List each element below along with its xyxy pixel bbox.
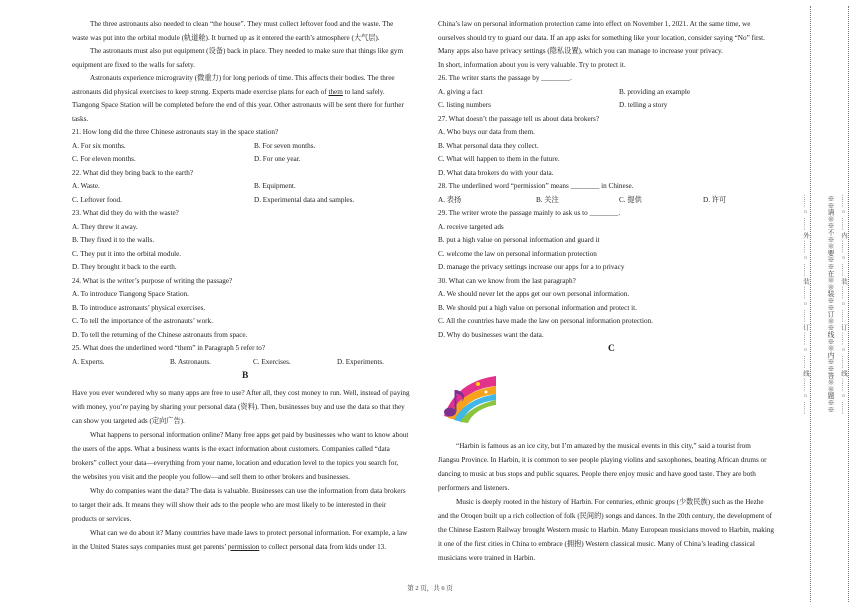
option: B. To introduce astronauts’ physical exercises. xyxy=(72,304,206,312)
paragraph-line: ourselves should try to guard our data. If an app asks for something like your location, consider saying “No” first. xyxy=(438,34,765,42)
paragraph-line: products or services. xyxy=(72,515,132,523)
question-24: 24. What is the writer’s purpose of writing the passage? xyxy=(72,277,233,285)
paragraph-line: and the Oroqen built up a rich collection of folk (民间的) songs and dances. In the 20th century, the development of xyxy=(438,512,773,520)
option: D. For one year. xyxy=(254,155,301,163)
underlined-word-permission: permission xyxy=(227,543,260,551)
option: B. put a high value on personal information and guard it xyxy=(438,236,600,244)
paragraph-line: the Chinese Eastern Railway brought Western music to Harbin. Many European musicians moved to Harbin, making xyxy=(438,526,775,534)
binding-line xyxy=(810,6,811,602)
option: A. For six months. xyxy=(72,142,126,150)
option: D. manage the privacy settings increase our apps for a to privacy xyxy=(438,263,625,271)
paragraph-line: What can we do about it? Many countries have made laws to protect personal information. For example, a law xyxy=(90,529,408,537)
paragraph-line: brokers” collect your data—everything from your name, location and education level to the topics you search for, xyxy=(72,459,399,467)
section-heading-b: B xyxy=(242,371,249,381)
option: C. Exercises. xyxy=(253,358,291,366)
option: B. Equipment. xyxy=(254,182,296,190)
option: B. providing an example xyxy=(619,88,691,96)
paragraph-line: “Harbin is famous as an ice city, but I’m amazed by the musical events in this city,” said a tourist from xyxy=(456,442,751,450)
paragraph-line: to target their ads. It means they will show their ads to the people who are most likely to be interested in their xyxy=(72,501,387,509)
option: A. To introduce Tiangong Space Station. xyxy=(72,290,189,298)
underlined-word-them: them xyxy=(328,88,343,96)
paragraph-line: can show you targeted ads (定向广告). xyxy=(72,417,185,425)
option: D. Why do businesses want the data. xyxy=(438,331,544,339)
paragraph-line: China’s law on personal information protection came into effect on November 1, 2021. At the same time, we xyxy=(438,20,751,28)
option: C. welcome the law on personal information protection xyxy=(438,250,597,258)
question-27: 27. What doesn’t the passage tell us about data brokers? xyxy=(438,115,600,123)
option: A. Who buys our data from them. xyxy=(438,128,535,136)
option: D. To tell the returning of the Chinese astronauts from space. xyxy=(72,331,248,339)
paragraph-line: with money, you’re paying by sharing your personal data (资料). Then, businesses buy and use the data so that they xyxy=(72,403,405,411)
paragraph-line: tasks. xyxy=(72,115,89,123)
option: C. They put it into the orbital module. xyxy=(72,250,182,258)
page-number: 第 2 页，共 6 页 xyxy=(407,585,453,592)
binding-line xyxy=(848,6,849,602)
paragraph-line: astronauts did physical exercises to keep strong. Experts made exercise plans for each of them to land safely. xyxy=(72,88,385,96)
option: C. For eleven months. xyxy=(72,155,136,163)
question-25: 25. What does the underlined word “them” in Paragraph 5 refer to? xyxy=(72,344,266,352)
paragraph-line: Astronauts experience microgravity (微重力) for long periods of time. This affects their bodies. The three xyxy=(90,74,395,82)
option: B. They fixed it to the walls. xyxy=(72,236,155,244)
option: A. giving a fact xyxy=(438,88,483,96)
option: A. We should never let the apps get our own personal information. xyxy=(438,290,630,298)
question-28: 28. The underlined word “permission” means ________ in Chinese. xyxy=(438,182,634,190)
binding-label-inner: …… ○ …… 内 …… ○ …… 装 …… ○ …… 订 …… ○ …… 线 …… ○ …… xyxy=(840,193,847,415)
option: B. What personal data they collect. xyxy=(438,142,539,150)
paragraph-line: it one of the first cities in China to embrace (拥抱) Western classical music. Many of China’s leading classical xyxy=(438,540,755,548)
binding-notice: ※※请※※不※※要※※在※※装※※订※※线※※内※※答※※题※※ xyxy=(826,195,833,413)
paragraph-line: the users of the apps. What a business wants is the exact information about customers. Companies called “data xyxy=(72,445,390,453)
paragraph-line: waste was put into the orbital module (轨道舱). It burned up as it entered the earth’s atmosphere (大气层). xyxy=(72,34,380,42)
option: C. To tell the importance of the astronauts’ work. xyxy=(72,317,213,325)
option: A. 表扬 xyxy=(438,196,462,204)
option: A. receive targeted ads xyxy=(438,223,504,231)
paragraph-line: dancing to music at bus stops and public squares. People there enjoy music and have good taste. They are both xyxy=(438,470,756,478)
paragraph-line: Why do companies want the data? The data is valuable. Businesses can use the information from data brokers xyxy=(90,487,406,495)
option: B. We should put a high value on personal information and protect it. xyxy=(438,304,637,312)
option: D. telling a story xyxy=(619,101,668,109)
paragraph-line: Jiangsu Province. In Harbin, it is common to see people playing violins and saxophones, beating African drums or xyxy=(438,456,767,464)
paragraph-line: in the United States says companies must get parents’ permission to collect personal data from kids under 13. xyxy=(72,543,387,551)
option: B. Astronauts. xyxy=(170,358,211,366)
option: A. Experts. xyxy=(72,358,105,366)
paragraph-line: The three astronauts also needed to clean “the house”. They must collect leftover food and the waste. The xyxy=(90,20,394,28)
question-22: 22. What did they bring back to the earth? xyxy=(72,169,194,177)
paragraph-line: performers and listeners. xyxy=(438,484,510,492)
option: D. 许可 xyxy=(703,196,727,204)
question-30: 30. What can we know from the last paragraph? xyxy=(438,277,576,285)
option: D. Experiments. xyxy=(337,358,384,366)
paragraph-line: equipment are fixed to the walls for safety. xyxy=(72,61,195,69)
music-note-illustration xyxy=(438,372,500,424)
option: C. Leftover food. xyxy=(72,196,122,204)
paragraph-line: Many apps also have privacy settings (隐私设置), which you can manage to increase your privacy. xyxy=(438,47,723,55)
option: B. 关注 xyxy=(536,196,559,204)
option: C. 提供 xyxy=(619,196,642,204)
option: D. Experimental data and samples. xyxy=(254,196,355,204)
paragraph-line: The astronauts must also put equipment (设备) back in place. They needed to make sure that things like gym xyxy=(90,47,404,55)
paragraph-line: musicians were trained in Harbin. xyxy=(438,554,536,562)
section-heading-c: C xyxy=(608,344,615,354)
option: A. Waste. xyxy=(72,182,100,190)
option: D. They brought it back to the earth. xyxy=(72,263,177,271)
question-26: 26. The writer starts the passage by ________. xyxy=(438,74,572,82)
question-29: 29. The writer wrote the passage mainly to ask us to ________. xyxy=(438,209,621,217)
option: C. All the countries have made the law on personal information protection. xyxy=(438,317,653,325)
paragraph-line: In short, information about you is very valuable. Try to protect it. xyxy=(438,61,626,69)
question-23: 23. What did they do with the waste? xyxy=(72,209,179,217)
paragraph-line: Music is deeply rooted in the history of Harbin. For centuries, ethnic groups (少数民族) such as the Hezhe xyxy=(456,498,764,506)
option: D. What data brokers do with your data. xyxy=(438,169,554,177)
paragraph-line: the websites you visit and the people you follow—and sell them to other brokers and businesses. xyxy=(72,473,350,481)
paragraph-line: What happens to personal information online? Many free apps get paid by businesses who want to know about xyxy=(90,431,409,439)
option: C. listing numbers xyxy=(438,101,491,109)
option: A. They threw it away. xyxy=(72,223,138,231)
binding-margin xyxy=(798,0,860,608)
paragraph-line: Tiangong Space Station will be completed before the end of this year. Other astronauts will be sent there for further xyxy=(72,101,404,109)
option: C. What will happen to them in the future. xyxy=(438,155,560,163)
question-21: 21. How long did the three Chinese astronauts stay in the space station? xyxy=(72,128,279,136)
paragraph-line: Have you ever wondered why so many apps are free to use? After all, they cost money to run. Well, instead of paying xyxy=(72,389,410,397)
option: B. For seven months. xyxy=(254,142,316,150)
binding-label-outer: …… ○ …… 外 …… ○ …… 装 …… ○ …… 订 …… ○ …… 线 …… ○ …… xyxy=(802,193,809,415)
